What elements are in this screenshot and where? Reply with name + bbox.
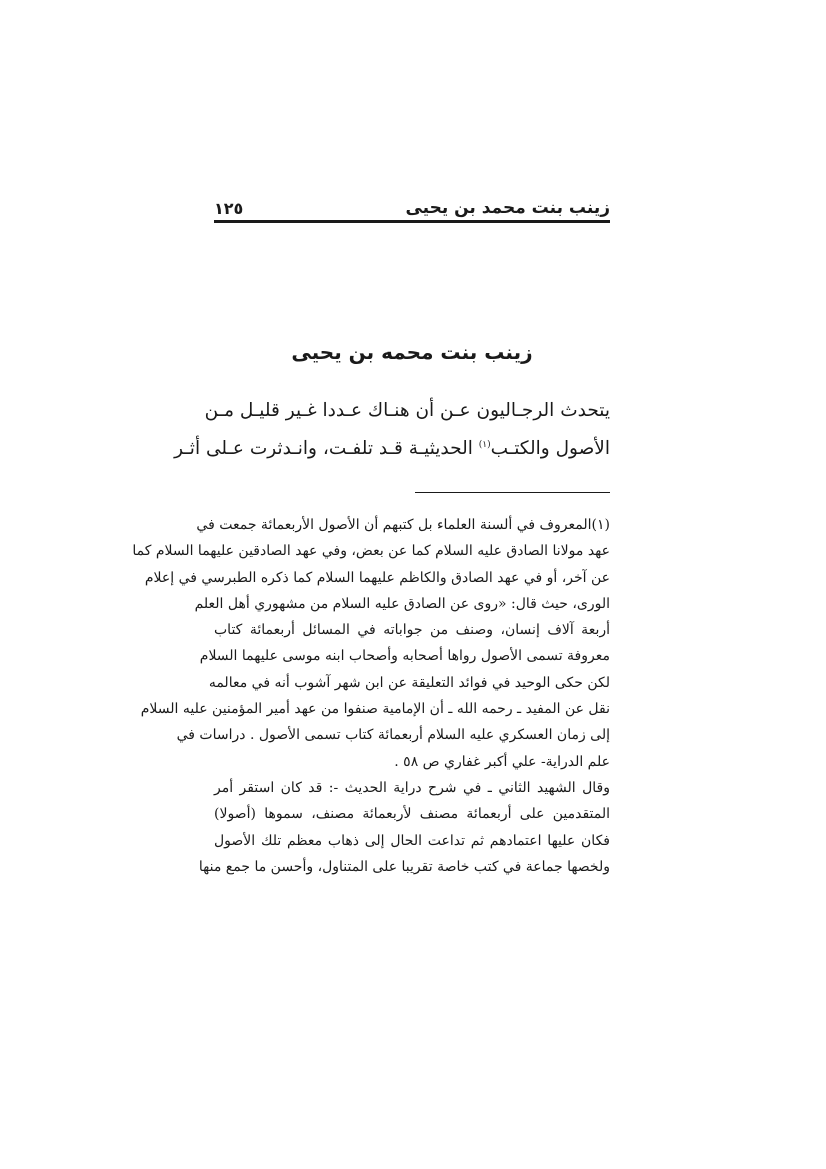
footnote-line: عن آخر، أو في عهد الصادق والكاظم عليهما السلام كما ذكره الطبرسي في إعلام — [144, 569, 610, 586]
body-line-text: الحديثيـة قـد تلفـت، وانـدثرت عـلى أثـر — [174, 438, 479, 459]
section-heading: زينب بنت محمه بن يحيى — [291, 340, 533, 364]
footnote-line: الورى، حيث قال: «روى عن الصادق عليه السلام من مشهوري أهل العلم — [194, 595, 610, 612]
running-header-title: زينب بنت محمد بن يحيى — [405, 198, 610, 218]
footnote-line: معروفة تسمى الأصول رواها أصحابه وأصحاب ابنه موسى عليهما السلام — [199, 648, 610, 665]
footnote-line: المتقدمين على أربعمائة مصنف لأربعمائة مصنف، سموها (أصولا) — [214, 806, 610, 823]
body-paragraph — [174, 392, 610, 468]
footnote-line: (١)المعروف في ألسنة العلماء بل كتبهم أن الأصول الأربعمائة جمعت في — [196, 517, 610, 533]
footnotes — [132, 512, 610, 880]
body-line — [174, 430, 610, 468]
body-line: يتحدث الرجـاليون عـن أن هنـاك عـددا غـير قليـل مـن — [204, 400, 610, 421]
footnote-line: لكن حكى الوحيد في فوائد التعليقة عن ابن شهر آشوب أنه في معالمه — [208, 674, 610, 691]
footnote-line: أربعة آلاف إنسان، وصنف من جواباته في المسائل أربعمائة كتاب — [214, 622, 610, 639]
footnote-reference[interactable]: (١) — [478, 439, 491, 450]
body-line-text: الأصول والكتـب — [490, 438, 610, 459]
footnote-line: إلى زمان العسكري عليه السلام أربعمائة كتاب تسمى الأصول . دراسات في — [176, 727, 610, 744]
page-number: ١٢٥ — [214, 199, 244, 218]
footnote-line: وقال الشهيد الثاني ـ في شرح دراية الحديث -: قد كان استقر أمر — [214, 779, 610, 796]
footnote-line: ولخصها جماعة في كتب خاصة تقريبا على المتناول، وأحسن ما جمع منها — [198, 858, 610, 875]
footnote-separator — [415, 492, 610, 493]
footnote-line: نقل عن المفيد ـ رحمه الله ـ أن الإمامية صنفوا من عهد أمير المؤمنين عليه السلام — [140, 701, 610, 718]
running-header — [214, 196, 610, 223]
footnote-line: فكان عليها اعتمادهم ثم تداعت الحال إلى ذهاب معظم تلك الأصول — [214, 832, 610, 849]
footnote-line: علم الدراية- علي أكبر غفاري ص ٥٨ . — [394, 753, 610, 770]
footnote-line: عهد مولانا الصادق عليه السلام كما عن بعض، وفي عهد الصادقين عليهما السلام كما — [132, 543, 610, 560]
